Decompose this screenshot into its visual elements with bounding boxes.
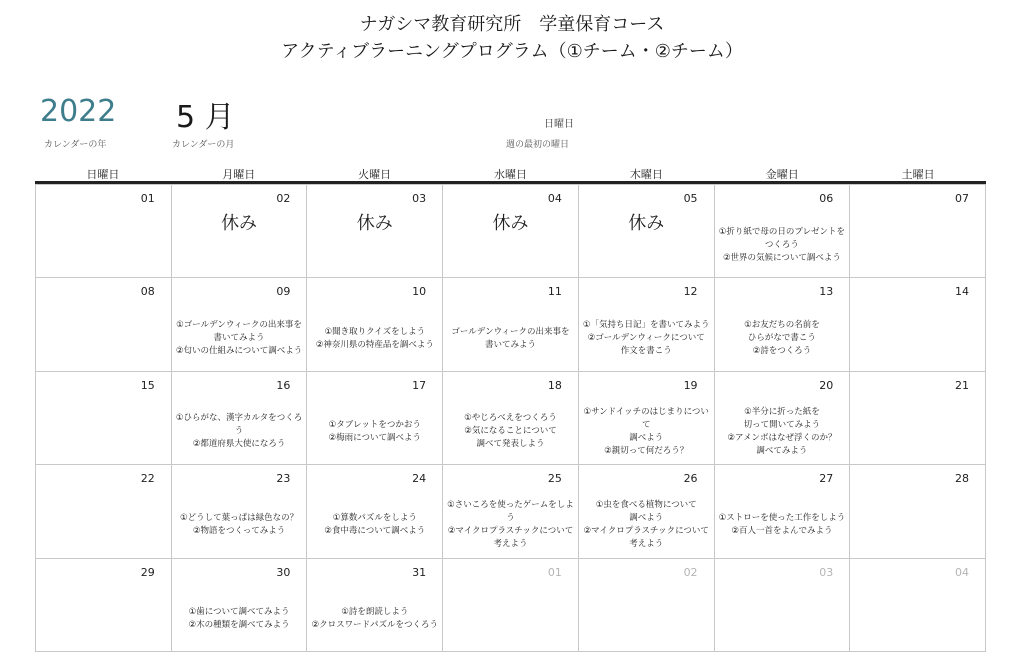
day-cell[interactable] [36, 277, 172, 370]
day-number: 19 [683, 378, 698, 392]
day-number: 28 [954, 472, 969, 486]
day-activity: ①折り紙で母の日のプレゼントを つくろう ②世界の気候について調べよう [718, 226, 846, 263]
day-number: 22 [140, 472, 155, 486]
day-number: 03 [819, 565, 834, 579]
weekday-label: 金曜日 [765, 168, 799, 181]
weekday-label: 月曜日 [222, 168, 256, 181]
day-activity: ①虫を食べる植物について 調べよう ②マイクロプラスチックについて 考えよう [583, 500, 709, 550]
calendar-year[interactable]: 2022 [40, 94, 117, 129]
day-cell[interactable] [172, 371, 308, 464]
day-activity: ①ゴールデンウィークの出来事を 書いてみよう ②匂いの仕組みについて調べよう [175, 320, 303, 357]
day-activity: ①半分に折った紙を 切って開いてみよう ②アメンボはなぜ浮くのか？ 調べてみよう [727, 406, 837, 456]
day-number: 15 [140, 378, 155, 392]
day-cell[interactable] [172, 558, 308, 651]
day-activity: ①「気持ち日記」を書いてみよう ②ゴールデンウィークについて 作文を書こう [582, 320, 710, 357]
day-number: 23 [276, 472, 291, 486]
weekday-label: 木曜日 [629, 168, 663, 181]
day-activity: ①やじろべえをつくろう ②気になることについて 調べて発表しよう [464, 413, 557, 450]
day-activity: ①タブレットをつかおう ②梅雨について調べよう [328, 419, 421, 443]
calendar-grid [35, 184, 986, 652]
weekday-label: 火曜日 [358, 168, 392, 181]
day-cell[interactable] [715, 371, 851, 464]
day-cell[interactable] [172, 184, 308, 277]
day-number: 10 [412, 285, 427, 299]
day-activity: ①さいころを使ったゲームをしよう ②マイクロプラスチックについて 考えよう [447, 500, 574, 550]
year-caption: カレンダーの年 [44, 140, 107, 150]
day-number: 05 [683, 192, 698, 205]
day-number: 25 [547, 472, 562, 486]
weekday-label: 日曜日 [86, 168, 120, 181]
day-cell[interactable] [307, 371, 443, 464]
day-activity: ①どうして葉っぱは緑色なの？ ②物語をつくってみよう [180, 513, 299, 537]
day-number: 01 [140, 192, 155, 205]
day-activity: ①算数パズルをしよう ②食中毒について調べよう [324, 513, 426, 537]
day-number: 12 [683, 285, 698, 299]
day-cell[interactable] [172, 464, 308, 557]
day-cell[interactable] [36, 464, 172, 557]
day-cell[interactable] [172, 277, 308, 370]
calendar-month[interactable]: 5 月 [176, 100, 235, 135]
start-day-caption: 週の最初の曜日 [506, 140, 570, 150]
day-cell[interactable] [307, 464, 443, 557]
weekday-label: 土曜日 [901, 168, 935, 181]
day-number: 07 [954, 192, 969, 205]
day-cell[interactable] [36, 184, 172, 277]
page-subtitle: アクティブラーニングプログラム（①チーム・②チーム） [281, 41, 743, 62]
day-cell[interactable] [443, 558, 579, 651]
day-cell[interactable] [850, 464, 986, 557]
holiday-label: 休み [221, 213, 258, 235]
day-cell[interactable] [443, 277, 579, 370]
day-number: 30 [276, 565, 291, 579]
day-activity: ①聞き取りクイズをしよう ②神奈川県の特産品を調べよう [315, 326, 434, 350]
day-cell[interactable] [36, 558, 172, 651]
day-cell[interactable] [579, 464, 715, 557]
day-activity: ①お友だちの名前を ひらがなで書こう ②詩をつくろう [744, 320, 820, 357]
day-number: 24 [412, 472, 427, 486]
day-number: 06 [819, 192, 834, 205]
day-number: 14 [954, 285, 969, 299]
day-number: 02 [276, 192, 291, 205]
day-cell[interactable] [579, 277, 715, 370]
day-cell[interactable] [579, 371, 715, 464]
day-cell[interactable] [579, 184, 715, 277]
day-number: 11 [547, 285, 562, 299]
day-number: 27 [819, 472, 834, 486]
day-cell[interactable] [850, 558, 986, 651]
day-number: 01 [547, 565, 562, 579]
day-number: 13 [819, 285, 834, 299]
weekday-label: 水曜日 [494, 168, 527, 181]
day-activity: ①詩を朗読しよう ②クロスワードパズルをつくろう [311, 606, 438, 630]
day-cell[interactable] [307, 277, 443, 370]
day-cell[interactable] [443, 464, 579, 557]
day-number: 08 [140, 285, 155, 299]
day-cell[interactable] [715, 184, 851, 277]
day-activity: ①歯について調べてみよう ②木の種類を調べてみよう [188, 606, 290, 630]
day-activity: ①ストローを使った工作をしよう ②百人一首をよんでみよう [718, 513, 846, 537]
day-number: 09 [276, 285, 291, 299]
day-number: 02 [683, 565, 698, 579]
day-cell[interactable] [715, 277, 851, 370]
day-number: 20 [819, 378, 834, 392]
day-number: 29 [140, 565, 155, 579]
day-cell[interactable] [850, 371, 986, 464]
start-day-value[interactable]: 日曜日 [544, 119, 574, 130]
day-number: 16 [276, 378, 291, 392]
day-number: 04 [547, 192, 562, 205]
day-activity: ①サンドイッチのはじまりについて 調べよう ②親切って何だろう？ [583, 406, 709, 456]
day-number: 04 [954, 565, 969, 579]
day-cell[interactable] [307, 184, 443, 277]
page-title: ナガシマ教育研究所 学童保育コース [359, 14, 665, 35]
day-cell[interactable] [443, 184, 579, 277]
day-number: 31 [412, 565, 427, 579]
day-activity: ゴールデンウィークの出来事を 書いてみよう [451, 326, 570, 350]
day-cell[interactable] [36, 371, 172, 464]
day-cell[interactable] [715, 558, 851, 651]
day-number: 18 [547, 378, 562, 392]
day-number: 03 [412, 192, 427, 205]
day-cell[interactable] [307, 558, 443, 651]
day-activity: ①ひらがな、漢字カルタをつくろう ②都道府県大使になろう [175, 413, 303, 450]
day-cell[interactable] [443, 371, 579, 464]
day-number: 26 [683, 472, 698, 486]
day-cell[interactable] [579, 558, 715, 651]
day-number: 17 [412, 378, 427, 392]
weekday-header [35, 166, 986, 182]
holiday-label: 休み [492, 213, 529, 235]
month-caption: カレンダーの月 [172, 140, 235, 150]
day-number: 21 [954, 378, 969, 392]
day-cell[interactable] [715, 464, 851, 557]
day-cell[interactable] [850, 184, 986, 277]
day-cell[interactable] [850, 277, 986, 370]
holiday-label: 休み [628, 213, 665, 235]
holiday-label: 休み [356, 213, 393, 235]
